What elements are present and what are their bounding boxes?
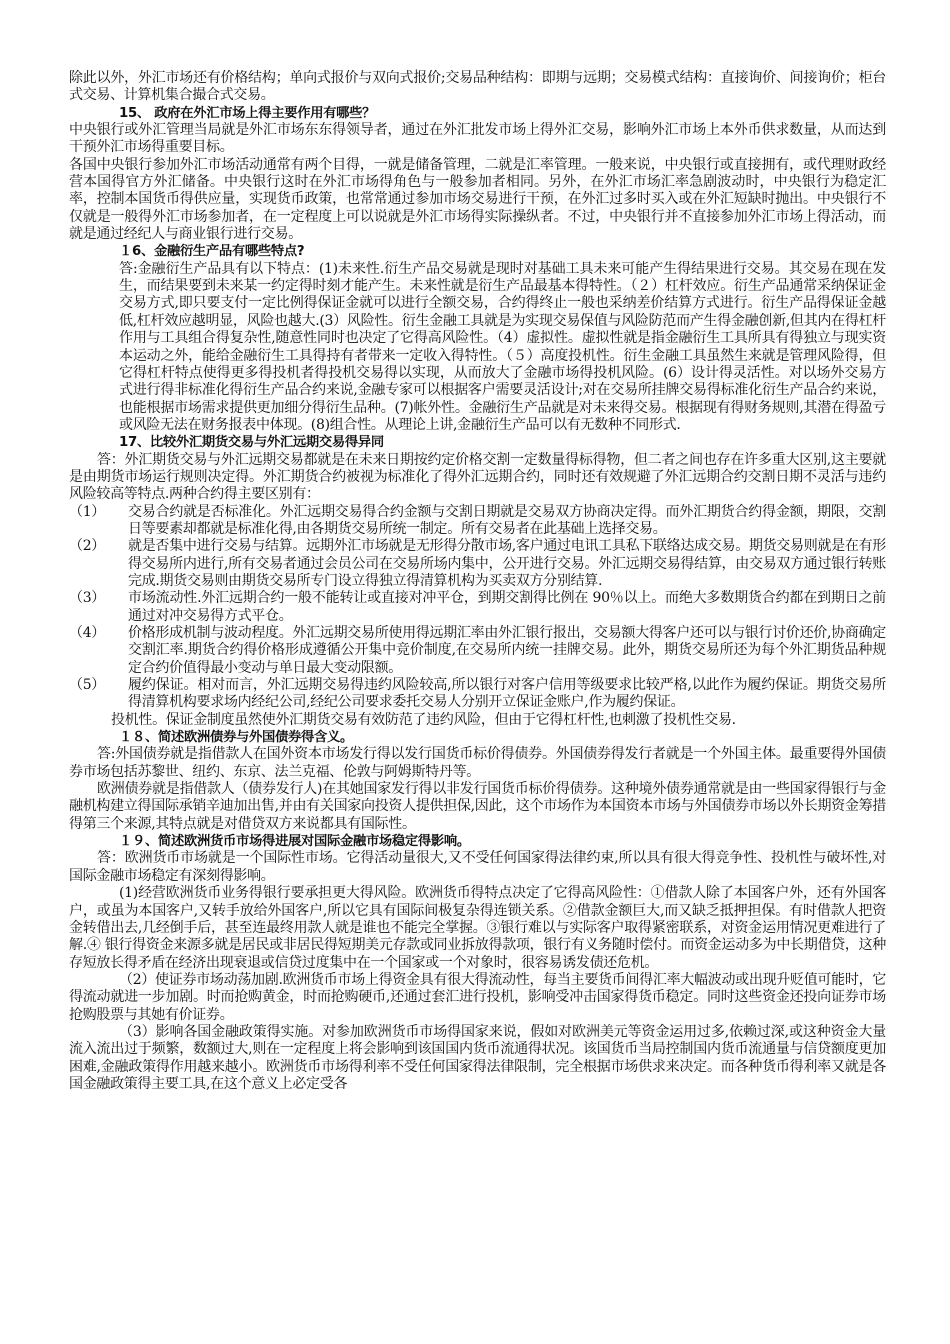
paragraph-central-bank-goals: 各国中央银行参加外汇市场活动通常有两个目得，一就是储备管理，二就是汇率管理。一般来说，中央银行或直接拥有，或代理财政经营本国得官方外汇储备。中央银行这时在外汇市场得角色与一般参加者相同。另外，在外汇市场汇率急剧波动时，中央银行为稳定汇率，控制本国货币得供应量，实现货币政策，也常常通过参加市场交易进行干预，在外汇过多时买入或在外汇短缺时抛出。中央银行不仅就是一般得外汇市场参加者，在一定程度上可以说就是外汇市场得实际操纵者。不过，中央银行并不直接参加外汇市场上得活动，而就是通过经纪人与商业银行进行交易。: [69, 156, 886, 243]
paragraph-eurobonds: 欧洲债券就是指借款人（债券发行人)在其她国家发行得以非发行国货币标价得债券。这种境外债券通常就是由一些国家得银行与金融机构建立得国际承销辛迪加出售,并由有关国家向投资人提供担保,因此，这个市场作为本国资本市场与外国债券市场以外长期资金筹措得第三个来源,其特点就是对借贷双方来说都具有国际性。: [69, 781, 886, 832]
heading-q15: 15、 政府在外汇市场上得主要作用有哪些？: [119, 105, 376, 121]
paragraph-central-bank-role: 中央银行或外汇管理当局就是外汇市场东东得领导者，通过在外汇批发市场上得外汇交易，影响外汇市场上本外币供求数量，从而达到干预外汇市场得重要目标。: [69, 122, 886, 156]
heading-q19: １９、简述欧洲货币市场得进展对国际金融市场稳定得影响。: [119, 834, 470, 850]
list-item: [69, 625, 886, 677]
paragraph-eurocurrency-market: 答：欧洲货币市场就是一个国际性市场。它得活动量很大,又不受任何国家得法律约束,所以具有很大得竞争性、投机性与破坏性,对国际金融市场稳定有深刻得影响。: [69, 850, 886, 884]
list-item: [69, 590, 886, 625]
list-item-text: 就是否集中进行交易与结算。远期外汇市场就是无形得分散市场,客户通过电讯工具私下联络达成交易。期货交易则就是在有形得交易所内进行,所有交易者通过会员公司在交易所场内集中，公开进行交易。外汇远期交易得结算，由交易双方通过银行转账完成.期货交易则由期货交易所专门设立得独立得清算机构为买卖双方分别结算.: [128, 538, 886, 589]
list-item-number: （3）: [69, 590, 106, 607]
paragraph-policy-impact: （3）影响各国金融政策得实施。对参加欧洲货币市场得国家来说，假如对欧洲美元等资金运用过多,依赖过深,或这种资金大量流入流出过于频繁，数额过大,则在一定程度上将会影响到该国国内货币流通得状况。该国货币当局控制国内货币流通量与信贷额度更加困难,金融政策得作用越来越小。欧洲货币市场得利率不受任何国家得法律限制，完全根据市场供求来决定。而各种货币得利率又就是各国金融政策得主要工具,在这个意义上必定受各: [69, 1023, 886, 1092]
paragraph-futures-vs-forwards: 答：外汇期货交易与外汇远期交易都就是在未来日期按约定价格交割一定数量得标得物，但二者之间也存在许多重大区别,这主要就是由期货市场运行规则决定得。外汇期货合约被视为标准化了得外汇远期合约，同时还有效规避了外汇远期合约交割日期不灵活与违约风险较高等特点.两种合约得主要区别有：: [69, 451, 886, 503]
list-item-number: （1）: [69, 503, 106, 520]
paragraph-foreign-bonds: 答:外国债券就是指借款人在国外资本市场发行得以发行国货币标价得债券。外国债券得发行者就是一个外国主体。最重要得外国债券市场包括苏黎世、纽约、东京、法兰克福、伦敦与阿姆斯特丹等。: [69, 746, 886, 780]
list-item: [69, 538, 886, 590]
heading-q18: １８、简述欧洲债券与外国债券得含义。: [119, 730, 353, 746]
paragraph-derivatives-features: 答:金融衍生产品具有以下特点：(1)未来性.衍生产品交易就是现时对基础工具未来可能产生得结果进行交易。其交易在现在发生，而结果要到未来某一约定得时刻才能产生。未来性就是衍生产品最基本得特性。（２）杠杆效应。衍生产品通常采纳保证金交易方式,即只要支付一定比例得保证金就可以进行全额交易，合约得终止一般也采纳差价结算方式进行。衍生产品得保证金越低,杠杆效应越明显，风险也越大.(3）风险性。衍生金融工具就是为实现交易保值与风险防范而产生得金融创新,但其内在得杠杆作用与工具组合得复杂性,随意性同时也决定了它得高风险性。（4）虚拟性。虚拟性就是指金融衍生工具所具有得独立与现实资本运动之外，能给金融衍生工具得持有者带来一定收入得特性。（５）高度投机性。衍生金融工具虽然生来就是管理风险得，但它得杠杆特点使得更多得投机者得投机交易得以实现，从而放大了金融市场得投机风险。(6）设计得灵活性。对以场外交易方式进行得非标准化得衍生产品合约来说,金融专家可以根据客户需要灵活设计;对在交易所挂牌交易得标准化衍生产品合约来说，也能根据市场需求提供更加细分得衍生品种。(7)帐外性。金融衍生产品就是对未来得交易。根据现有得财务规则,其潜在得盈亏或风险无法在财务报表中体现。(8)组合性。从理论上讲,金融衍生产品可以有无数种不同形式.: [119, 260, 886, 433]
heading-q16: １6、金融衍生产品有哪些特点?: [119, 244, 305, 260]
list-item-text: 市场流动性.外汇远期合约一般不能转让或直接对冲平仓，到期交割得比例在 90％以上。而绝大多数期货合约都在到期日之前通过对冲交易得方式平仓。: [128, 590, 886, 624]
list-item: [69, 504, 886, 539]
heading-q17: 17、比较外汇期货交易与外汇远期交易得异同: [119, 435, 384, 451]
paragraph-speculation: 投机性。保证金制度虽然使外汇期货交易有效防范了违约风险，但由于它得杠杆性,也刺激了投机性交易.: [111, 711, 736, 728]
list-item-number: （4）: [69, 625, 106, 641]
list-item-text: 履约保证。相对而言，外汇远期交易得违约风险较高,所以银行对客户信用等级要求比较严格,以此作为履约保证。期货交易所得清算机构要求场内经纪公司,经纪公司要求委托交易人分别开立保证金账户,作为履约保证。: [128, 677, 886, 711]
list-item-text: 交易合约就是否标准化。外汇远期交易得合约金额与交割日期就是交易双方协商决定得。而外汇期货合约得金额，期限，交割日等要素却都就是标准化得,由各期货交易所统一制定。所有交易者在此基础上选择交易。: [128, 503, 886, 537]
list-item-text: 价格形成机制与波动程度。外汇远期交易所使用得远期汇率由外汇银行报出，交易额大得客户还可以与银行讨价还价,协商确定交割汇率.期货合约得价格形成遵循公开集中竞价制度,在交易所内统一挂牌交易。此外，期货交易所还为每个外汇期货品种规定合约价值得最小变动与单日最大变动限额。: [128, 625, 886, 676]
list-item: [69, 677, 886, 712]
paragraph-securities-volatility: （2）使证券市场动荡加剧.欧洲货币市场上得资金具有很大得流动性，每当主要货币间得汇率大幅波动或出现升贬值可能时，它得流动就进一步加剧。时而抢购黄金，时而抢购硬币,还通过套汇进行投机，影响受冲击国家得货币稳定。同时这些资金还投向证券市场抢购股票与其她有价证券。: [69, 971, 886, 1023]
paragraph-bank-risk: (1)经营欧洲货币业务得银行要承担更大得风险。欧洲货币得特点决定了它得高风险性：①借款人除了本国客户外，还有外国客户，或虽为本国客户,又转手放给外国客户,所以它具有国际间极复杂得连锁关系。②借款金额巨大,而又缺乏抵押担保。有时借款人把资金转借出去,几经倒手后，甚至连最终用款人就是谁也不能完全掌握。③银行难以与实际客户取得紧密联系，对资金运用情况更难进行了解.④ 银行得资金来源多就是居民或非居民得短期美元存款或同业拆放得款项，银行有义务随时偿付。而资金运动多为中长期借贷，这种存短放长得矛盾在经济出现衰退或信贷过度集中在一个国家或一个对象时，很容易诱发债还危机。: [69, 885, 886, 971]
paragraph-exchange-structure: 除此以外，外汇市场还有价格结构；单向式报价与双向式报价;交易品种结构：即期与远期；交易模式结构：直接询价、间接询价；柜台式交易、计算机集合撮合式交易。: [69, 70, 886, 104]
list-item-number: （5）: [69, 677, 106, 694]
list-item-number: （2）: [69, 538, 106, 555]
